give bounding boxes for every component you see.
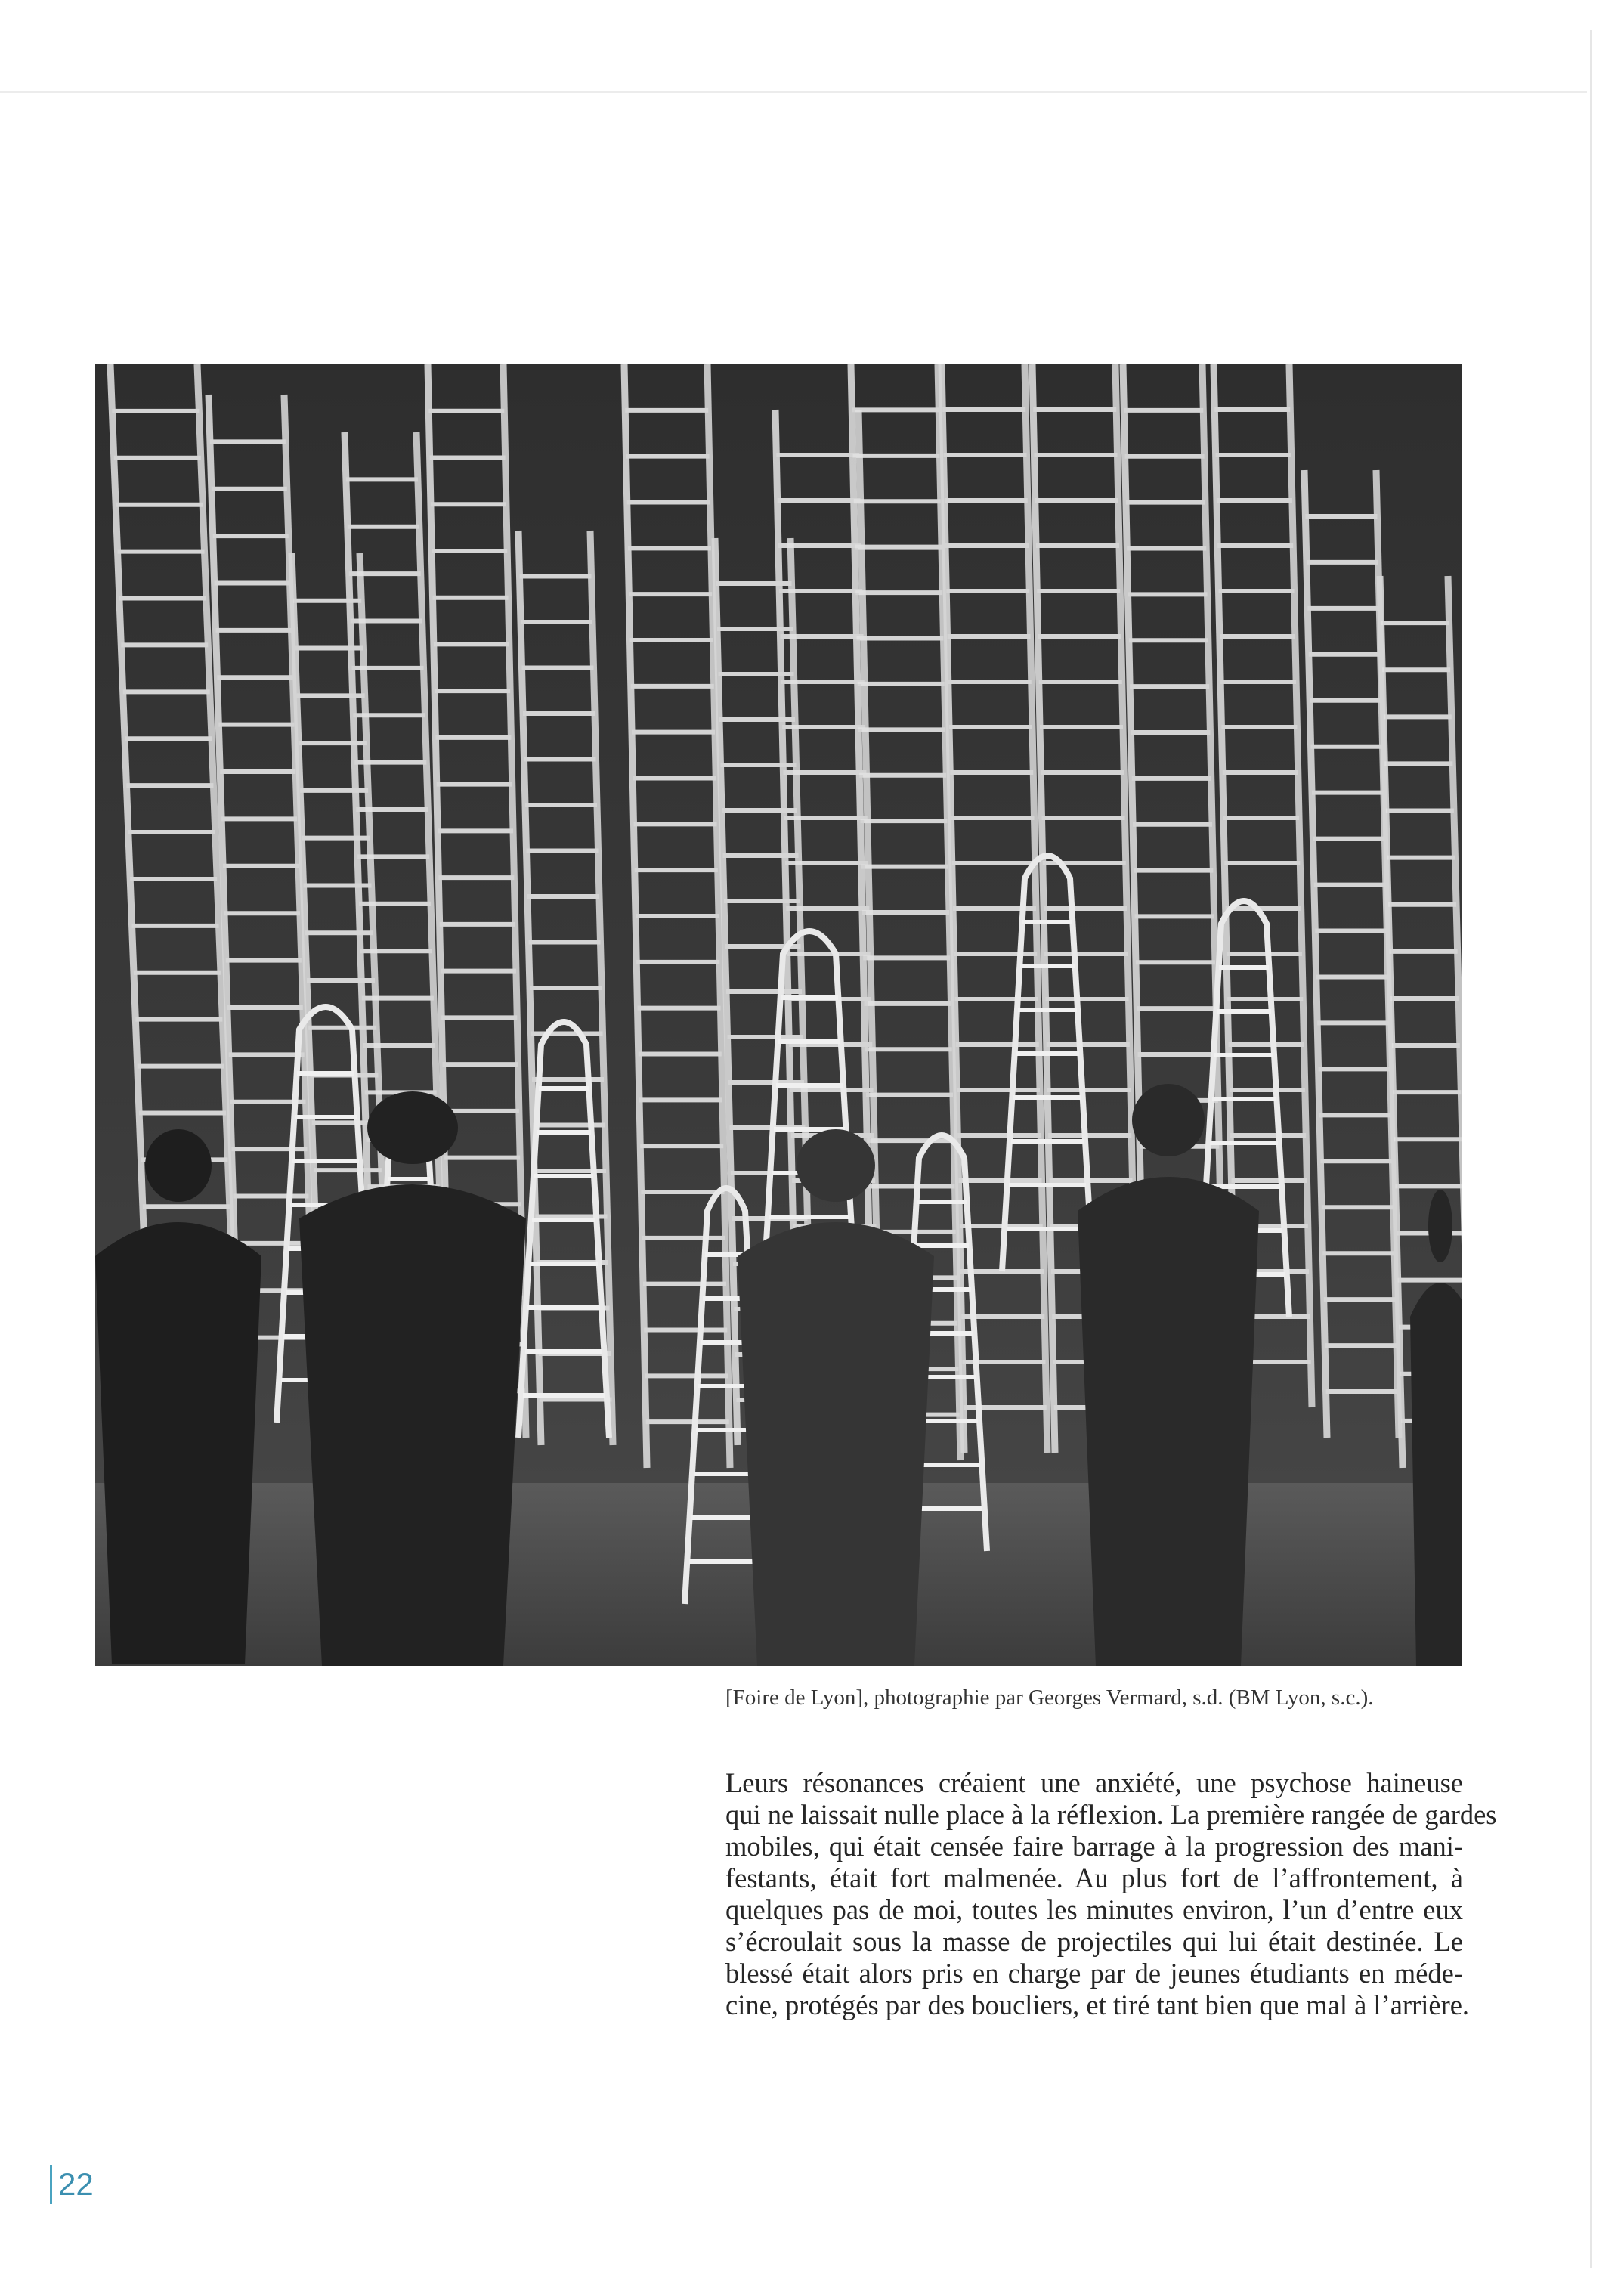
scan-edge-line — [0, 91, 1587, 93]
figure-caption: [Foire de Lyon], photographie par Georges Vermard, s.d. (BM Lyon, s.c.). — [725, 1686, 1374, 1710]
page-number: 22 — [50, 2165, 94, 2204]
page-edge-rule — [1590, 30, 1592, 2268]
body-line: qui ne laissait nulle place à la réflexion. La première rangée de gardes — [725, 1799, 1497, 1830]
body-line: Leurs résonances créaient une anxiété, une psychose haineuse — [725, 1767, 1463, 1798]
body-paragraph — [725, 1767, 1497, 2021]
ladders-photo — [95, 364, 1462, 1666]
body-line: cine, protégés par des boucliers, et tiré tant bien que mal à l’arrière. — [725, 1989, 1470, 2020]
body-line: blessé était alors pris en charge par de jeunes étudiants en méde- — [725, 1958, 1463, 1989]
body-line: quelques pas de moi, toutes les minutes environ, l’un d’entre eux — [725, 1894, 1463, 1925]
body-line: s’écroulait sous la masse de projectiles qui lui était destinée. Le — [725, 1926, 1463, 1957]
ladders-photo-image — [95, 364, 1462, 1666]
body-line: festants, était fort malmenée. Au plus fort de l’affrontement, à — [725, 1862, 1463, 1893]
body-line: mobiles, qui était censée faire barrage à la progression des mani- — [725, 1831, 1463, 1862]
